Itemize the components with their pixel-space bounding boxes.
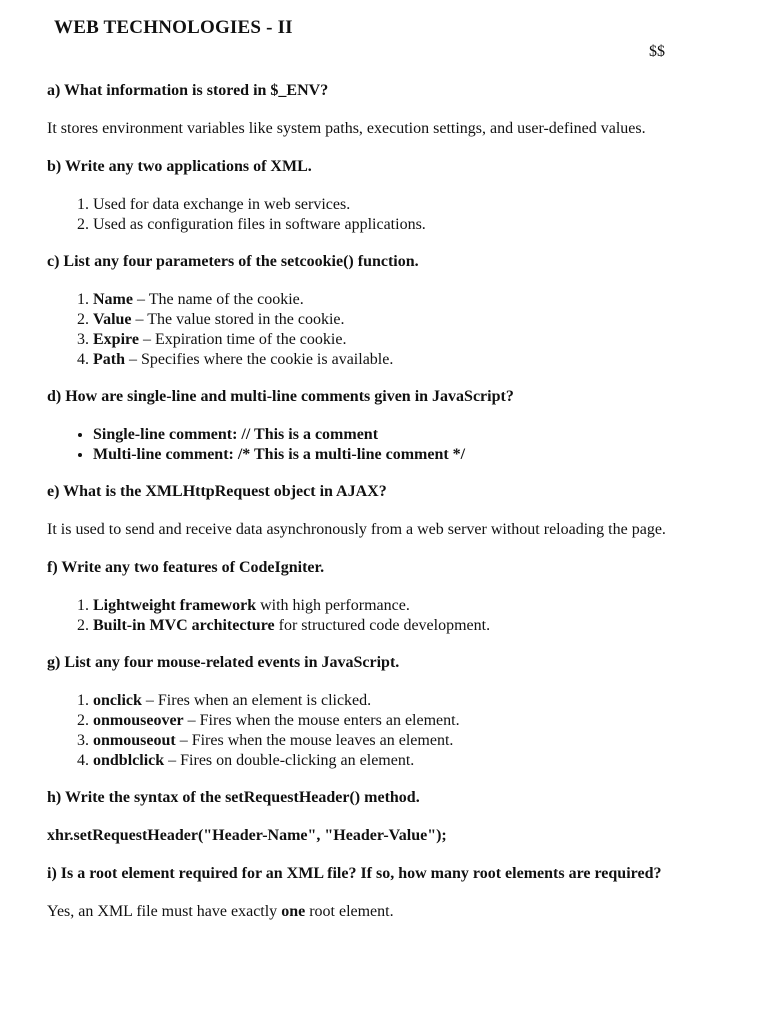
answer-b-list — [47, 195, 717, 235]
question-c: c) List any four parameters of the setcookie() function. — [47, 253, 419, 270]
list-item: 2. Used as configuration files in software applications. — [93, 215, 717, 235]
list-item-desc: – The name of the cookie. — [132, 291, 304, 308]
question-i: i) Is a root element required for an XML file? If so, how many root elements are required? — [47, 865, 662, 882]
answer-e: It is used to send and receive data asynchronously from a web server without reloading the page. — [47, 521, 666, 538]
list-item-desc: – Fires when the mouse leaves an element. — [175, 732, 454, 749]
list-item — [93, 596, 717, 616]
list-item — [93, 330, 717, 350]
list-item-desc: – Fires when an element is clicked. — [141, 692, 372, 709]
list-item — [93, 711, 717, 731]
list-item-term: Built-in MVC architecture — [93, 617, 275, 634]
question-f: f) Write any two features of CodeIgniter. — [47, 559, 325, 576]
list-item-term: onmouseover — [93, 712, 184, 729]
list-item-term: Lightweight framework — [93, 597, 257, 614]
document-body — [47, 81, 717, 940]
list-item-desc: – Fires on double-clicking an element. — [164, 752, 415, 769]
list-item — [93, 751, 717, 771]
answer-i-suffix: root element. — [305, 903, 394, 920]
question-b: b) Write any two applications of XML. — [47, 158, 312, 175]
question-a: a) What information is stored in $_ENV? — [47, 82, 329, 99]
list-item-term: Path — [93, 351, 125, 368]
list-item-desc: with high performance. — [256, 597, 410, 614]
question-e: e) What is the XMLHttpRequest object in AJAX? — [47, 483, 387, 500]
list-item-term: Name — [93, 291, 133, 308]
list-item — [93, 691, 717, 711]
list-item-desc: – Specifies where the cookie is available. — [125, 351, 394, 368]
list-item: • Single-line comment: // This is a comment — [93, 425, 717, 445]
list-item — [93, 310, 717, 330]
answer-d-list — [47, 425, 717, 465]
list-item-desc: – Expiration time of the cookie. — [138, 331, 347, 348]
answer-i — [47, 902, 717, 922]
list-item-term: onclick — [93, 692, 142, 709]
answer-h-code: xhr.setRequestHeader("Header-Name", "Header-Value"); — [47, 827, 447, 844]
list-item-desc: for structured code development. — [274, 617, 491, 634]
answer-f-list — [47, 596, 717, 636]
list-item: • Multi-line comment: /* This is a multi-line comment */ — [93, 445, 717, 465]
question-g: g) List any four mouse-related events in JavaScript. — [47, 654, 400, 671]
answer-a: It stores environment variables like system paths, execution settings, and user-defined values. — [47, 120, 646, 137]
list-item — [93, 731, 717, 751]
list-item — [93, 616, 717, 636]
answer-c-list — [47, 290, 717, 370]
list-item-desc: – Fires when the mouse enters an element. — [183, 712, 460, 729]
list-item-term: onmouseout — [93, 732, 176, 749]
document-title: WEB TECHNOLOGIES - II — [54, 17, 293, 38]
list-item-term: Expire — [93, 331, 139, 348]
list-item — [93, 290, 717, 310]
list-item: 1. Used for data exchange in web services. — [93, 195, 717, 215]
list-item — [93, 350, 717, 370]
answer-i-emphasis: one — [281, 903, 306, 920]
corner-mark: $$ — [649, 43, 665, 60]
list-item-term: Value — [93, 311, 132, 328]
question-h: h) Write the syntax of the setRequestHeader() method. — [47, 789, 420, 806]
answer-i-prefix: Yes, an XML file must have exactly — [47, 903, 282, 920]
answer-g-list — [47, 691, 717, 771]
question-d: d) How are single-line and multi-line comments given in JavaScript? — [47, 388, 514, 405]
list-item-desc: – The value stored in the cookie. — [131, 311, 345, 328]
list-item-term: ondblclick — [93, 752, 165, 769]
